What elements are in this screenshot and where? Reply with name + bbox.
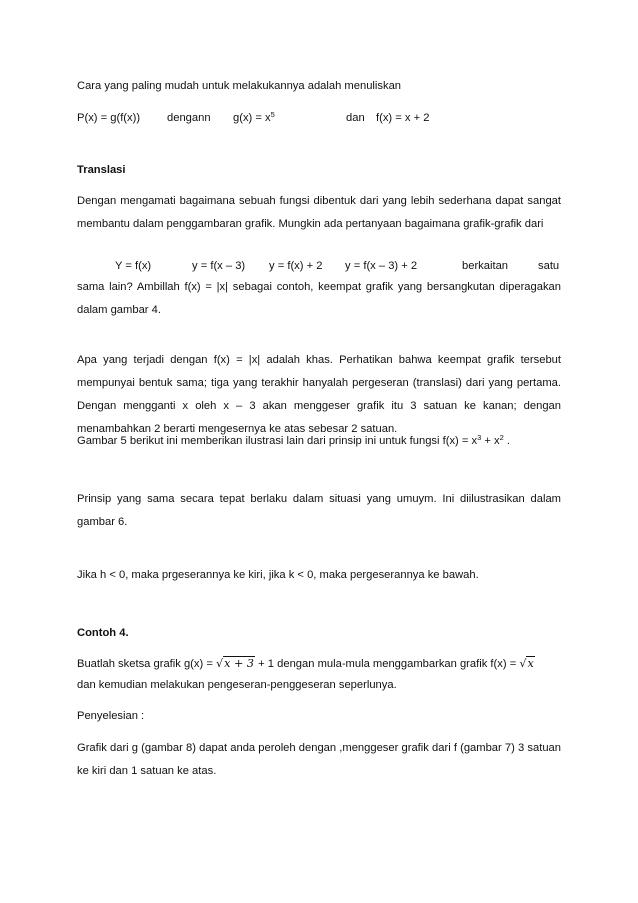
sqrt-sign-2: √ xyxy=(519,657,527,670)
functions-row xyxy=(77,255,561,278)
f-formula: f(x) = x + 2 xyxy=(376,112,430,124)
jika-line: Jika h < 0, maka prgeserannya ke kiri, jika k < 0, maka pergeserannya ke bawah. xyxy=(77,569,479,581)
dan-word: dan xyxy=(346,112,365,124)
p-formula: P(x) = g(f(x)) xyxy=(77,112,141,124)
berkaitan-word: berkaitan xyxy=(462,260,509,272)
penyelesaian-label: Penyelesian : xyxy=(77,710,145,722)
gambar5-line xyxy=(77,430,561,453)
buatlah-mid: + 1 dengan mula-mula menggambarkan grafik f(x) = xyxy=(255,658,520,670)
buatlah-pre: Buatlah sketsa grafik g(x) = xyxy=(77,658,216,670)
function-3: y = f(x) + 2 xyxy=(269,260,323,272)
radicand-2: x xyxy=(527,657,534,670)
khas-paragraph: Apa yang terjadi dengan f(x) = |x| adalah khas. Perhatikan bahwa keempat grafik tersebut mempunyai bentuk sama; tiga yang terakhir hanyalah pergeseran (translasi) dari yang pertama. Dengan mengganti x oleh x – 3 akan menggeser grafik itu 3 satuan ke kanan; dengan menambahkan 2 berarti mengesernya ke atas sebesar 2 satuan. xyxy=(77,354,561,435)
grafik-paragraph: Grafik dari g (gambar 8) dapat anda peroleh dengan ,menggeser grafik dari f (gambar 7) 3 satuan ke kiri dan 1 satuan ke atas. xyxy=(77,742,561,777)
g-formula-base: g(x) = x xyxy=(233,112,271,124)
g-formula-exponent: 5 xyxy=(270,110,275,119)
buatlah-line-2: dan kemudian melakukan pengeseran-penggeseran seperlunya. xyxy=(77,679,397,691)
gambar5-text: Gambar 5 berikut ini memberikan ilustrasi lain dari prinsip ini untuk fungsi f(x) = x xyxy=(77,435,478,447)
gambar5-end: . xyxy=(503,435,511,447)
function-2: y = f(x – 3) xyxy=(192,260,246,272)
gambar5-exp1: 3 xyxy=(477,433,482,442)
example-paragraph: sama lain? Ambillah f(x) = |x| sebagai contoh, keempat grafik yang bersangkutan diperagakan dalam gambar 4. xyxy=(77,281,561,316)
g-formula xyxy=(233,107,275,130)
function-1: Y = f(x) xyxy=(115,260,152,272)
gambar5-exp2: 2 xyxy=(499,433,504,442)
contoh-heading: Contoh 4. xyxy=(77,627,129,639)
gambar5-plus: + x xyxy=(481,435,500,447)
translasi-heading: Translasi xyxy=(77,164,126,176)
satu-word: satu xyxy=(538,260,560,272)
translasi-paragraph: Dengan mengamati bagaimana sebuah fungsi dibentuk dari yang lebih sederhana dapat sangat membantu dalam penggambaran grafik. Mungkin ada pertanyaan bagaimana grafik-grafik dari xyxy=(77,195,561,230)
function-4: y = f(x – 3) + 2 xyxy=(345,260,418,272)
buatlah-line xyxy=(77,652,561,676)
dengann-word: dengann xyxy=(167,112,211,124)
composition-line xyxy=(77,107,561,130)
sqrt-sign-1: √ xyxy=(215,657,224,670)
intro-line: Cara yang paling mudah untuk melakukannya adalah menuliskan xyxy=(77,80,402,92)
prinsip-paragraph: Prinsip yang sama secara tepat berlaku dalam situasi yang umuym. Ini diilustrasikan dalam gambar 6. xyxy=(77,493,561,528)
radicand-1: x + 3 xyxy=(224,657,255,670)
